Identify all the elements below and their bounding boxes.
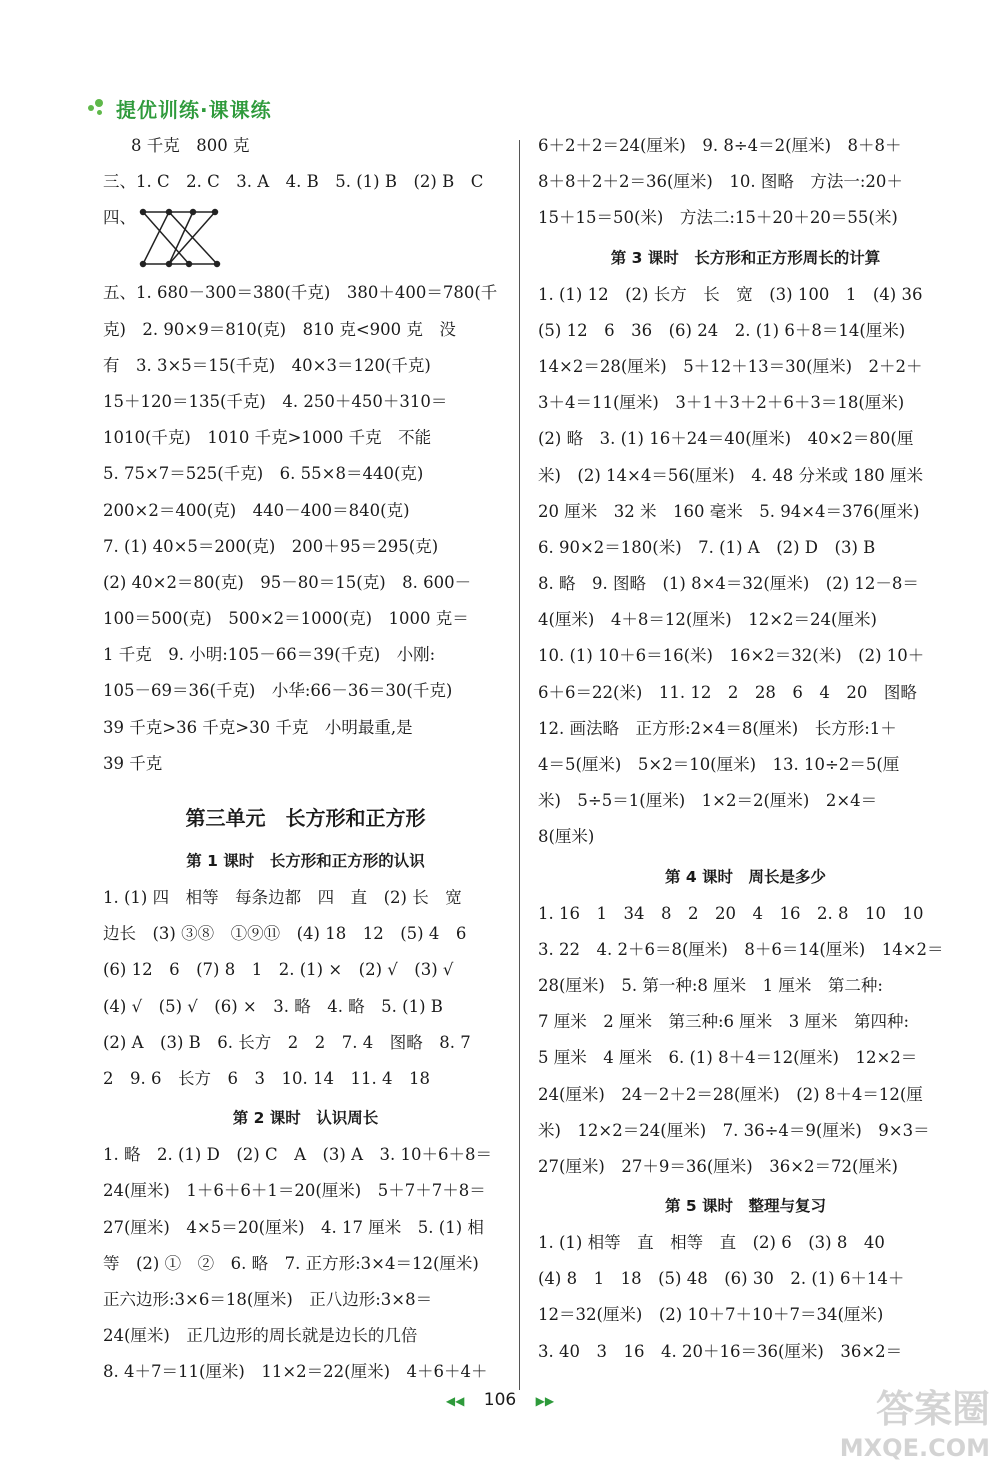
answer-line: 米) 12×2＝24(厘米) 7. 36÷4＝9(厘米) 9×3＝ [538, 1120, 930, 1140]
watermark-logo [795, 1385, 990, 1473]
answer-line: 五、1. 680－300＝380(千克) 380＋400＝780(千 [103, 283, 498, 303]
watermark-line-1: 答案圈 [875, 1387, 990, 1431]
answer-line: 边长 (3) ③⑧ ①⑨⑪ (4) 18 12 (5) 4 6 [103, 924, 467, 944]
answer-line: 1. 略 2. (1) D (2) C A (3) A 3. 10＋6＋8＝ [103, 1145, 492, 1165]
answer-line: (4) 8 1 18 (5) 48 (6) 30 2. (1) 6＋14＋ [538, 1269, 905, 1289]
answer-line: 15＋15＝50(米) 方法二:15＋20＋20＝55(米) [538, 208, 898, 228]
answer-line: 1. (1) 12 (2) 长方 长 宽 (3) 100 1 (4) 36 [538, 284, 923, 304]
answer-line: 1 千克 9. 小明:105－66＝39(千克) 小刚: [103, 645, 436, 665]
answer-line: 三、1. C 2. C 3. A 4. B 5. (1) B (2) B C [103, 172, 484, 192]
answer-line: 4＝5(厘米) 5×2＝10(厘米) 13. 10÷2＝5(厘 [538, 755, 900, 774]
lesson-1-answers [103, 880, 508, 1097]
page-header [88, 88, 272, 128]
answer-line: 7. (1) 40×5＝200(克) 200＋95＝295(克) [103, 536, 439, 556]
page-number: 106 [483, 1390, 517, 1410]
continued-answers [538, 128, 953, 237]
answer-line: 米) (2) 14×4＝56(厘米) 4. 48 分米或 180 厘米 [538, 465, 923, 485]
answer-line: 24(厘米) 24－2＋2＝28(厘米) (2) 8＋4＝12(厘 [538, 1084, 923, 1104]
answer-line: (2) A (3) B 6. 长方 2 2 7. 4 图略 8. 7 [103, 1032, 471, 1052]
answer-line: 8. 4＋7＝11(厘米) 11×2＝22(厘米) 4＋6＋4＋ [103, 1362, 488, 1382]
answer-line: 27(厘米) 27＋9＝36(厘米) 36×2＝72(厘米) [538, 1156, 898, 1176]
lesson-5-title: 第 5 课时 整理与复习 [664, 1197, 827, 1216]
lesson-5-answers [538, 1225, 953, 1370]
lesson-3-answers [538, 277, 953, 856]
answer-line: 有 3. 3×5＝15(千克) 40×3＝120(千克) [103, 355, 431, 375]
answer-line: 6＋6＝22(米) 11. 12 2 28 6 4 20 图略 [538, 682, 917, 702]
lesson-3-title: 第 3 课时 长方形和正方形周长的计算 [610, 248, 881, 267]
answer-line: (4) √ (5) √ (6) × 3. 略 4. 略 5. (1) B [103, 996, 443, 1016]
answer-line: 28(厘米) 5. 第一种:8 厘米 1 厘米 第二种: [538, 975, 883, 995]
answer-line: 3＋4＝11(厘米) 3＋1＋3＋2＋6＋3＝18(厘米) [538, 393, 905, 413]
answer-line: 8. 略 9. 图略 (1) 8×4＝32(厘米) (2) 12－8＝ [538, 574, 919, 594]
matching-label: 四、 [103, 208, 136, 228]
answer-line: 7 厘米 2 厘米 第三种:6 厘米 3 厘米 第四种: [538, 1012, 910, 1032]
answer-line: 等 (2) ① ② 6. 略 7. 正方形:3×4＝12(厘米) [103, 1253, 479, 1273]
prev-arrow-icon: ◀◀ [445, 1394, 465, 1408]
answer-line: 米) 5÷5＝1(厘米) 1×2＝2(厘米) 2×4＝ [538, 791, 878, 811]
header-title: 提优训练·课课练 [116, 97, 272, 122]
answer-line: 1010(千克) 1010 千克>1000 千克 不能 [103, 428, 432, 448]
answer-line: 8 千克 800 克 [131, 136, 250, 155]
answer-line: 2 9. 6 长方 6 3 10. 14 11. 4 18 [103, 1068, 430, 1088]
answer-line: (2) 40×2＝80(克) 95－80＝15(克) 8. 600－ [103, 572, 472, 592]
answer-line: 100＝500(克) 500×2＝1000(克) 1000 克＝ [103, 609, 469, 629]
answer-line: 14×2＝28(厘米) 5＋12＋13＝30(厘米) 2＋2＋ [538, 356, 923, 376]
answer-line: 1. (1) 相等 直 相等 直 (2) 6 (3) 8 40 [538, 1233, 885, 1253]
answer-line: (6) 12 6 (7) 8 1 2. (1) × (2) √ (3) √ [103, 960, 454, 980]
matching-lines-figure [121, 206, 241, 272]
answer-line: 5. 75×7＝525(千克) 6. 55×8＝440(克) [103, 464, 424, 484]
answer-line: 1. 16 1 34 8 2 20 4 16 2. 8 10 10 [538, 903, 924, 923]
lesson-2-title: 第 2 课时 认识周长 [232, 1109, 379, 1128]
answer-line: 12＝32(厘米) (2) 10＋7＋10＋7＝34(厘米) [538, 1305, 884, 1325]
answer-line: 20 厘米 32 米 160 毫米 5. 94×4＝376(厘米) [538, 501, 920, 521]
answer-line: 24(厘米) 1＋6＋6＋1＝20(厘米) 5＋7＋7＋8＝ [103, 1181, 486, 1201]
answer-line: 1. (1) 四 相等 每条边都 四 直 (2) 长 宽 [103, 888, 462, 907]
section-5-answers [103, 275, 508, 782]
answer-line: (5) 12 6 36 (6) 24 2. (1) 6＋8＝14(厘米) [538, 320, 906, 340]
answer-line: 8＋8＋2＋2＝36(厘米) 10. 图略 方法一:20＋ [538, 172, 903, 192]
leaf-icon [88, 97, 110, 119]
column-divider [519, 140, 520, 1390]
lesson-1-title: 第 1 课时 长方形和正方形的认识 [186, 852, 425, 870]
watermark-line-2: MXQE.COM [839, 1434, 990, 1462]
unit-title: 第三单元 长方形和正方形 [185, 806, 426, 830]
right-column [538, 128, 953, 1370]
answer-line: 39 千克 [103, 753, 163, 773]
answer-line: 3. 22 4. 2＋6＝8(厘米) 8＋6＝14(厘米) 14×2＝ [538, 939, 944, 959]
answer-line: 克) 2. 90×9＝810(克) 810 克<900 克 没 [103, 319, 456, 339]
answer-line: 6. 90×2＝180(米) 7. (1) A (2) D (3) B [538, 537, 876, 557]
lesson-4-title: 第 4 课时 周长是多少 [664, 867, 827, 886]
left-column [103, 128, 508, 1390]
lesson-2-answers [103, 1137, 508, 1390]
answer-line: 8(厘米) [538, 827, 595, 847]
answer-line: 15＋120＝135(千克) 4. 250＋450＋310＝ [103, 391, 448, 411]
matching-diagram [103, 200, 508, 275]
answer-line: 200×2＝400(克) 440－400＝840(克) [103, 500, 410, 520]
lesson-4-answers [538, 896, 953, 1186]
answer-line: (2) 略 3. (1) 16＋24＝40(厘米) 40×2＝80(厘 [538, 429, 914, 449]
answer-line: 24(厘米) 正几边形的周长就是边长的几倍 [103, 1326, 418, 1346]
answer-line: 正六边形:3×6＝18(厘米) 正八边形:3×8＝ [103, 1289, 433, 1309]
answer-line: 39 千克>36 千克>30 千克 小明最重,是 [103, 717, 413, 737]
answer-line: 10. (1) 10＋6＝16(米) 16×2＝32(米) (2) 10＋ [538, 646, 925, 666]
answer-line: 27(厘米) 4×5＝20(厘米) 4. 17 厘米 5. (1) 相 [103, 1217, 484, 1237]
answer-line: 3. 40 3 16 4. 20＋16＝36(厘米) 36×2＝ [538, 1341, 903, 1361]
answer-line: 12. 画法略 正方形:2×4＝8(厘米) 长方形:1＋ [538, 718, 897, 738]
answer-line: 105－69＝36(千克) 小华:66－36＝30(千克) [103, 681, 453, 701]
answer-line: 5 厘米 4 厘米 6. (1) 8＋4＝12(厘米) 12×2＝ [538, 1048, 918, 1068]
answer-line: 4(厘米) 4＋8＝12(厘米) 12×2＝24(厘米) [538, 610, 877, 630]
answer-line: 6＋2＋2＝24(厘米) 9. 8÷4＝2(厘米) 8＋8＋ [538, 136, 902, 155]
next-arrow-icon: ▶▶ [535, 1394, 555, 1408]
